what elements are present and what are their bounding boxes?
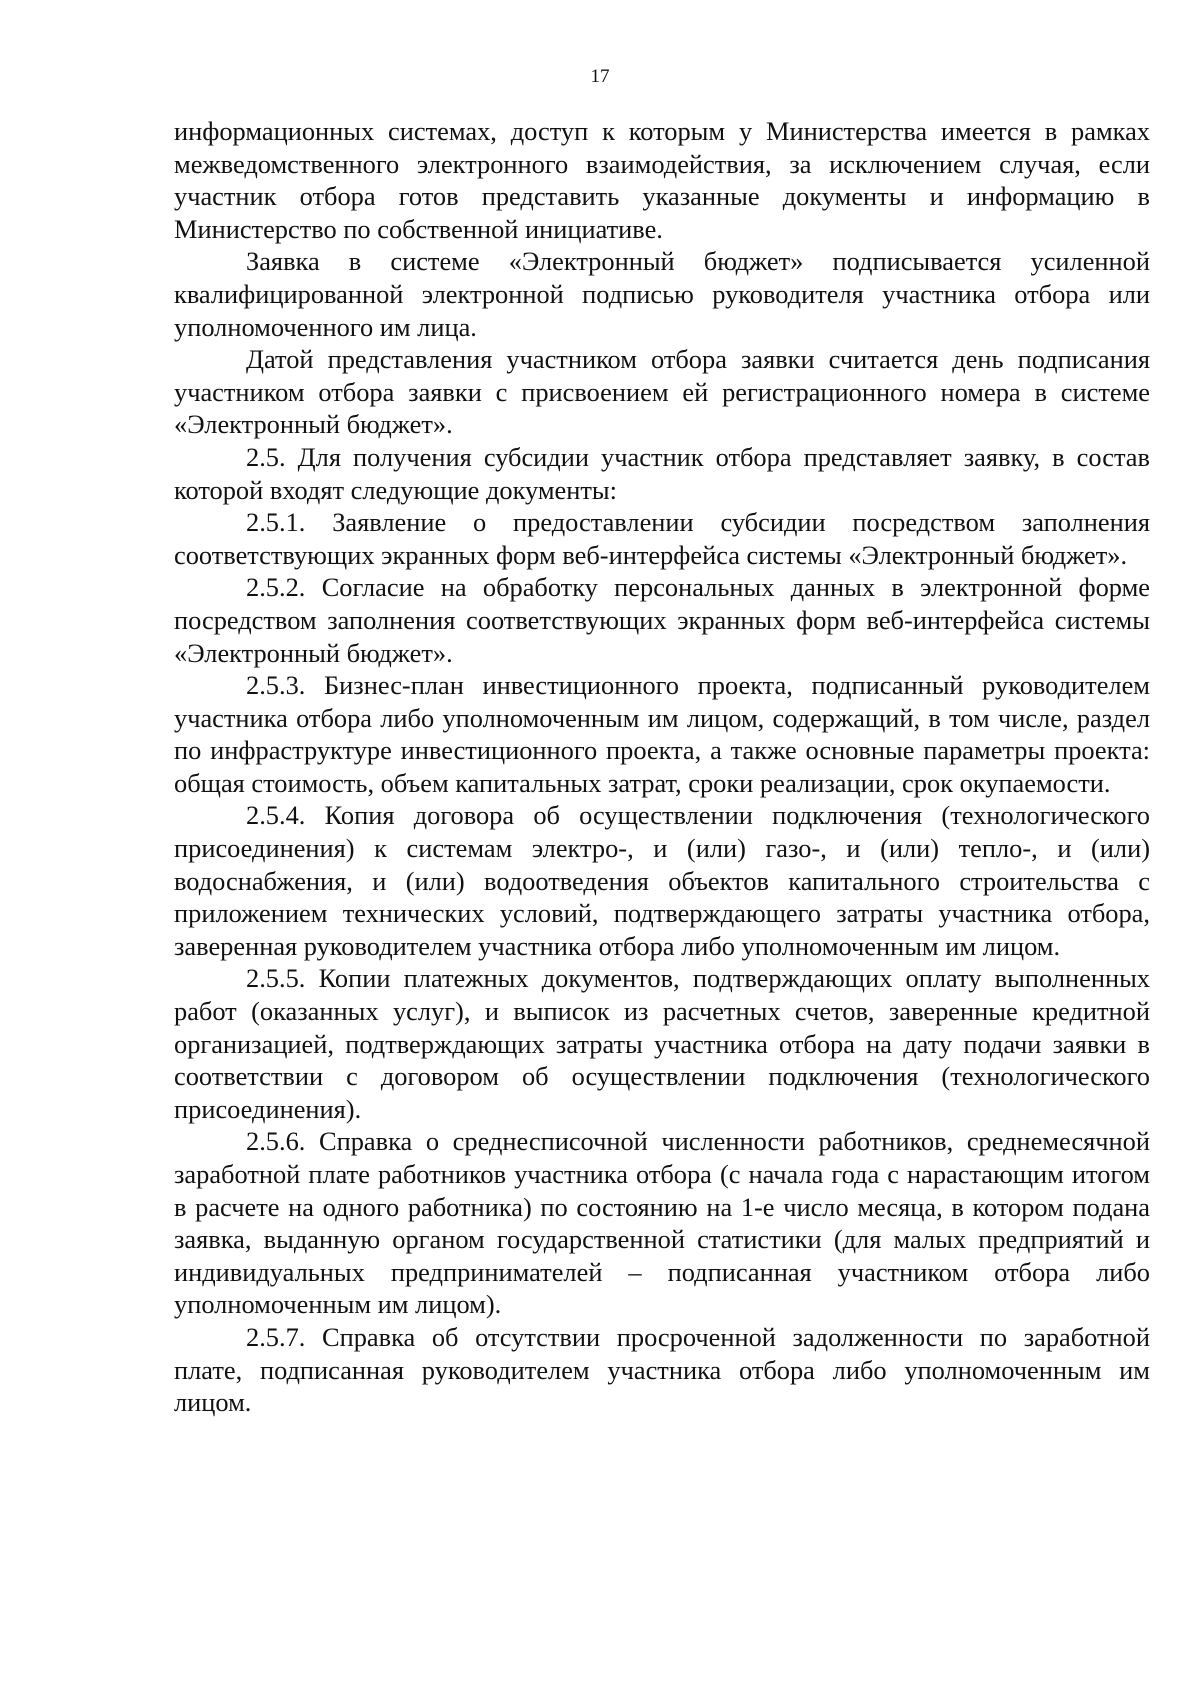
document-body	[174, 115, 1150, 1419]
paragraph-2-5: 2.5. Для получения субсидии участник отбора представляет заявку, в состав которой входят следующие документы:	[174, 441, 1150, 505]
paragraph-submission-date: Датой представления участником отбора заявки считается день подписания участником отбора заявки с присвоением ей регистрационного номера в системе «Электронный бюджет».	[174, 344, 1150, 440]
page-number: 17	[590, 66, 610, 87]
paragraph-2-5-1: 2.5.1. Заявление о предоставлении субсидии посредством заполнения соответствующих экранных форм веб-интерфейса системы «Электронный бюджет».	[174, 507, 1150, 570]
paragraph-2-5-3: 2.5.3. Бизнес-план инвестиционного проекта, подписанный руководителем участника отбора либо уполномоченным им лицом, содержащий, в том числе, раздел по инфраструктуре инвестиционного проекта, а также основные параметры проекта: общая стоимость, объем капитальных затрат, сроки реализации, срок окупаемости.	[174, 670, 1150, 798]
paragraph-2-5-5: 2.5.5. Копии платежных документов, подтверждающих оплату выполненных работ (оказанных услуг), и выписок из расчетных счетов, заверенные кредитной организацией, подтверждающих затраты участника отбора на дату подачи заявки в соответствии с договором об осуществлении подключения (технологического присоединения).	[174, 963, 1150, 1124]
paragraph-2-5-7: 2.5.7. Справка об отсутствии просроченной задолженности по заработной плате, подписанная руководителем участника отбора либо уполномоченным им лицом.	[174, 1321, 1150, 1418]
paragraph-2-5-4: 2.5.4. Копия договора об осуществлении подключения (технологического присоединения) к системам электро-, и (или) газо-, и (или) тепло-, и (или) водоснабжения, и (или) водоотведения объектов капитального строительства с приложением технических условий, подтверждающего затраты участника отбора, заверенная руководителем участника отбора либо уполномоченным им лицом.	[174, 800, 1150, 961]
paragraph-2-5-6: 2.5.6. Справка о среднесписочной численности работников, среднемесячной заработной плате работников участника отбора (с начала года с нарастающим итогом в расчете на одного работника) по состоянию на 1-е число месяца, в котором подана заявка, выданную органом государственной статистики (для малых предприятий и индивидуальных предпринимателей – подписанная участником отбора либо уполномоченным им лицом).	[174, 1126, 1150, 1320]
paragraph-signature: Заявка в системе «Электронный бюджет» подписывается усиленной квалифицированной электронной подписью руководителя участника отбора или уполномоченного им лица.	[174, 246, 1150, 342]
paragraph-continuation: информационных системах, доступ к которым у Министерства имеется в рамках межведомственного электронного взаимодействия, за исключением случая, если участник отбора готов представить указанные документы и информацию в Министерство по собственной инициативе.	[174, 116, 1150, 244]
paragraph-2-5-2: 2.5.2. Согласие на обработку персональных данных в электронной форме посредством заполнения соответствующих экранных форм веб-интерфейса системы «Электронный бюджет».	[174, 572, 1150, 668]
